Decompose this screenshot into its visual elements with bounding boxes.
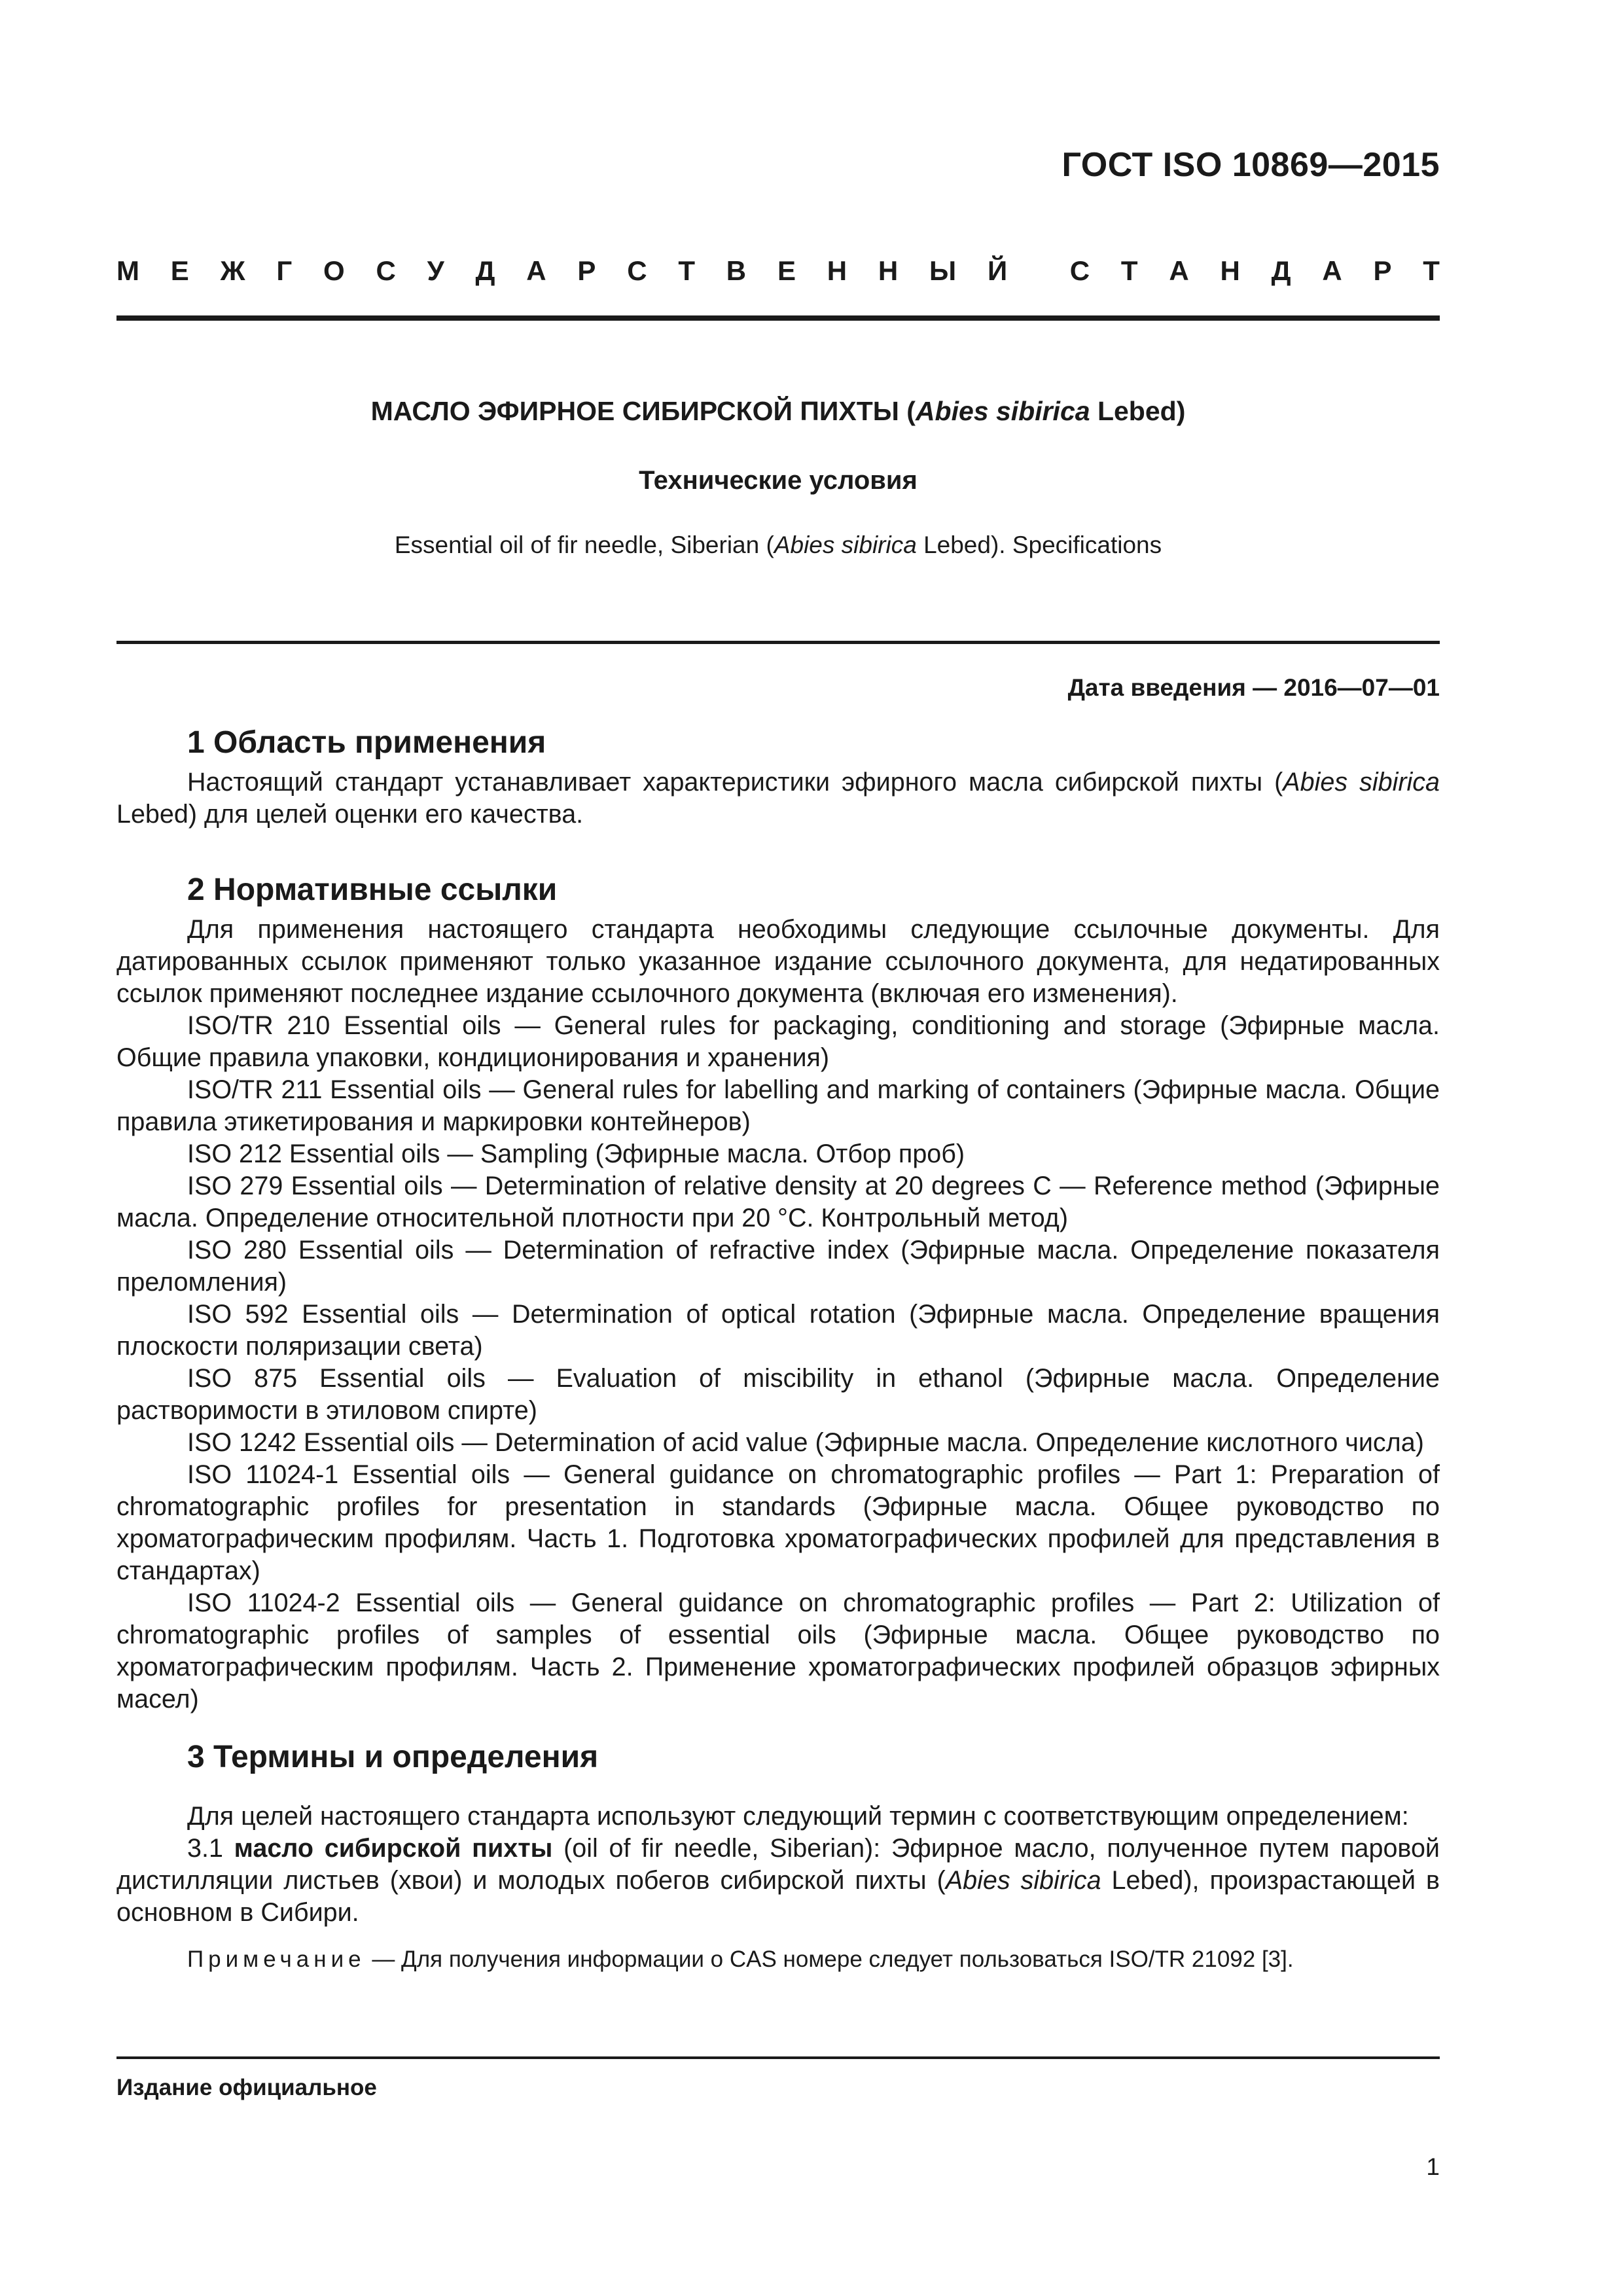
standard-kind-letter: Д xyxy=(1271,255,1291,286)
standard-kind-letter: Ж xyxy=(220,255,245,286)
standard-kind-letter: У xyxy=(427,255,444,286)
standard-kind-letter: Е xyxy=(170,255,189,286)
standard-kind-letter: А xyxy=(1169,255,1189,286)
standard-kind-letter: Т xyxy=(1120,255,1138,286)
standard-kind-letter: Т xyxy=(678,255,695,286)
document-title-ru: МАСЛО ЭФИРНОЕ СИБИРСКОЙ ПИХТЫ (Abies sibirica Lebed) xyxy=(370,396,1186,426)
term-definition: 3.1 масло сибирской пихты (oil of fir needle, Siberian): Эфирное масло, полученное путем паровой дистилляции листьев (хвои) и молодых побегов сибирской пихты (Abies sibirica Lebed), произрастающей в основном в Сибири. xyxy=(116,1834,1440,1927)
section-2-intro: Для применения настоящего стандарта необходимы следующие ссылочные документы. Для датированных ссылок применяют только указанное издание ссылочного документа, для недатированных ссылок применяют последнее издание ссылочного документа (включая его изменения). xyxy=(116,915,1440,1008)
reference-item: ISO 280 Essential oils — Determination of refractive index (Эфирные масла. Определение показателя преломления) xyxy=(116,1236,1440,1297)
section-3 xyxy=(116,1741,1440,1975)
standard-kind-letter: О xyxy=(323,255,345,286)
standard-kind-letter: Т xyxy=(1423,255,1440,286)
standard-kind-letter: Н xyxy=(827,255,847,286)
page-number: 1 xyxy=(1426,2153,1440,2180)
standard-kind-letter: Е xyxy=(777,255,796,286)
document-subtitle: Технические условия xyxy=(639,466,918,495)
reference-item: ISO 875 Essential oils — Evaluation of miscibility in ethanol (Эфирные масла. Определение растворимости в этиловом спирте) xyxy=(116,1364,1440,1425)
section-3-heading: 3 Термины и определения xyxy=(187,1740,599,1774)
standard-kind-letter: С xyxy=(376,255,396,286)
introduction-date: Дата введения — 2016—07—01 xyxy=(1067,674,1440,701)
standard-kind-letter: Й xyxy=(987,255,1008,286)
section-1-text: Настоящий стандарт устанавливает характеристики эфирного масла сибирской пихты (Abies sibirica Lebed) для целей оценки его качества. xyxy=(116,768,1440,829)
standard-kind-letter: Р xyxy=(577,255,596,286)
standard-kind-letter: Ы xyxy=(929,255,957,286)
reference-item: ISO/TR 211 Essential oils — General rules for labelling and marking of containers (Эфирные масла. Общие правила этикетирования и маркировки контейнеров) xyxy=(116,1075,1440,1136)
footer-divider xyxy=(116,2056,1440,2059)
reference-list xyxy=(116,1010,1440,1715)
reference-item: ISO 11024-2 Essential oils — General guidance on chromatographic profiles — Part 2: Utilization of chromatographic profiles of samples of essential oils (Эфирные масла. Общее руководство по хроматографическим профилям. Часть 2. Применение хроматографических профилей образцов эфирных масел) xyxy=(116,1588,1440,1713)
title-divider xyxy=(116,641,1440,644)
section-2 xyxy=(116,874,1440,1715)
reference-item: ISO 11024-1 Essential oils — General guidance on chromatographic profiles — Part 1: Preparation of chromatographic profiles for presentation in standards (Эфирные масла. Общее руководство по хроматографическим профилям. Часть 1. Подготовка хроматографических профилей для представления в стандартах) xyxy=(116,1460,1440,1585)
standard-kind-letter: Р xyxy=(1373,255,1392,286)
standard-kind-letter: А xyxy=(1322,255,1342,286)
standard-kind-letter: Г xyxy=(276,255,293,286)
reference-item: ISO/TR 210 Essential oils — General rules for packaging, conditioning and storage (Эфирные масла. Общие правила упаковки, кондиционирования и хранения) xyxy=(116,1011,1440,1072)
standard-kind-heading xyxy=(116,255,1440,287)
section-1-heading: 1 Область применения xyxy=(187,725,546,760)
section-3-intro: Для целей настоящего стандарта используют следующий термин с соответствующим определением: xyxy=(187,1802,1409,1831)
section-1 xyxy=(116,726,1440,831)
standard-kind-letter: Н xyxy=(878,255,899,286)
note: Примечание — Для получения информации о CAS номере следует пользоваться ISO/TR 21092 [3]. xyxy=(187,1946,1294,1972)
reference-item: ISO 212 Essential oils — Sampling (Эфирные масла. Отбор проб) xyxy=(187,1139,965,1168)
standard-kind-letter: Н xyxy=(1220,255,1240,286)
header-divider xyxy=(116,315,1440,321)
standard-kind-letter: Д xyxy=(475,255,495,286)
official-edition-label: Издание официальное xyxy=(116,2075,377,2100)
standard-kind-letter: А xyxy=(526,255,546,286)
standard-kind-letter: М xyxy=(116,255,139,286)
section-2-heading: 2 Нормативные ссылки xyxy=(187,872,558,907)
standard-kind-letter: В xyxy=(726,255,747,286)
reference-item: ISO 592 Essential oils — Determination of optical rotation (Эфирные масла. Определение вращения плоскости поляризации света) xyxy=(116,1300,1440,1361)
standard-kind-letter: С xyxy=(1069,255,1090,286)
reference-item: ISO 279 Essential oils — Determination of relative density at 20 degrees C — Reference method (Эфирные масла. Определение относительной плотности при 20 °С. Контрольный метод) xyxy=(116,1172,1440,1232)
reference-item: ISO 1242 Essential oils — Determination of acid value (Эфирные масла. Определение кислотного числа) xyxy=(187,1428,1424,1457)
standard-kind-letter: С xyxy=(627,255,647,286)
document-title-en: Essential oil of fir needle, Siberian (Abies sibirica Lebed). Specifications xyxy=(394,531,1162,558)
document-code: ГОСТ ISO 10869—2015 xyxy=(1061,146,1440,184)
